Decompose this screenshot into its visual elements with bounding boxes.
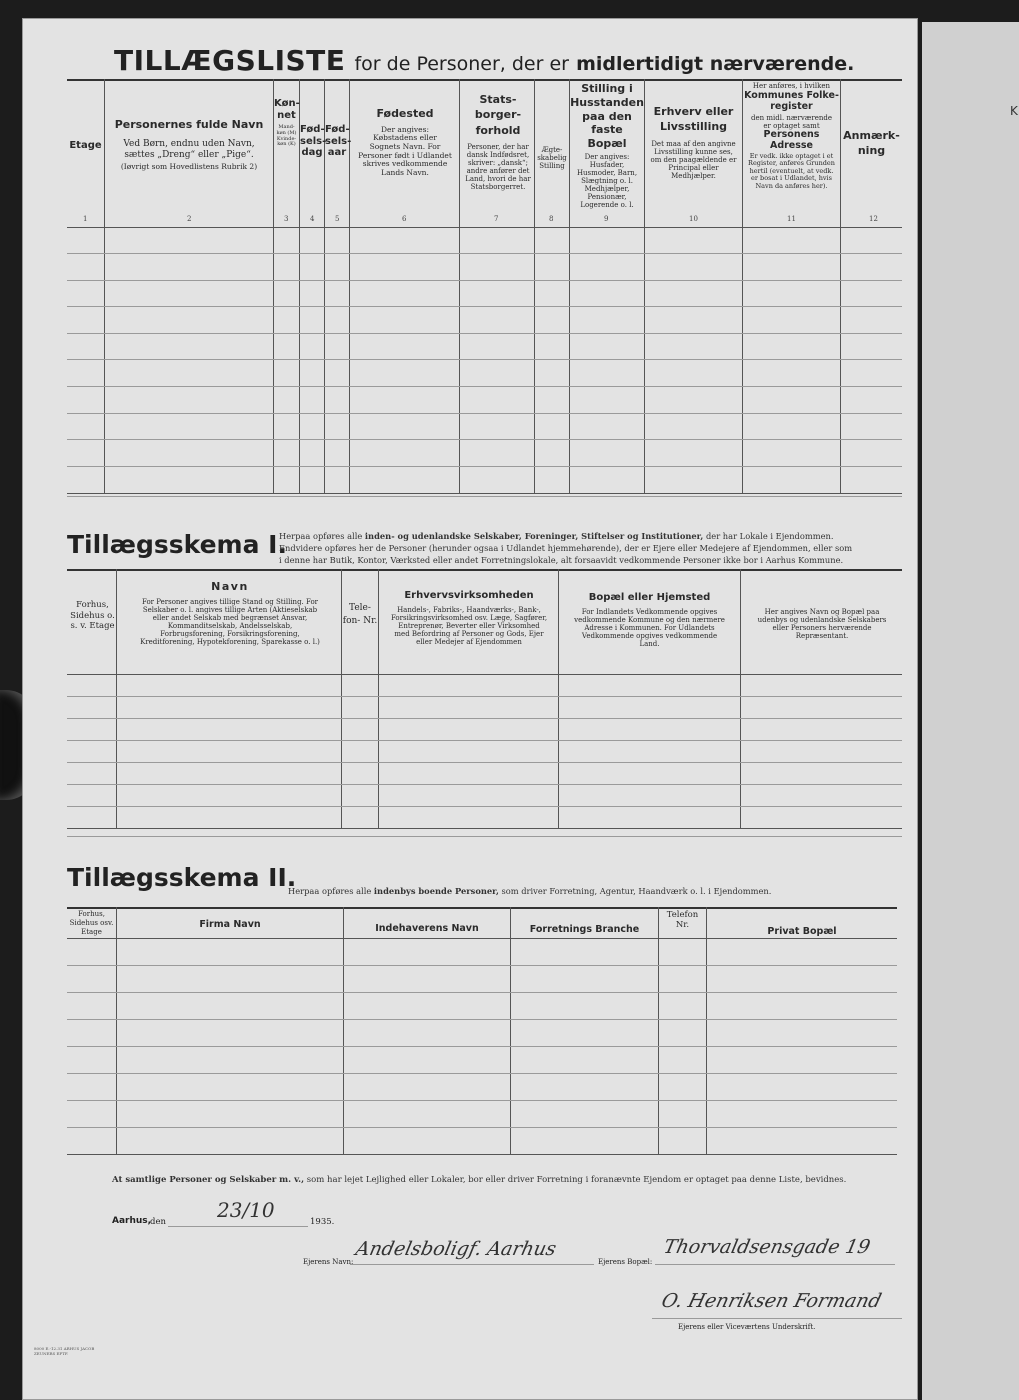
- col-adresse-note: Er vedk. ikke optaget i et Register, anføres Grunden hertil (eventuelt, at vedk. er bosat i Udlandet, hvis Navn da anføres her).: [748, 151, 835, 190]
- s2-col-forhus-header: Forhus, Sidehus osv. Etage: [69, 910, 114, 936]
- ejer-bopael-handwritten: Thorvaldsensgade 19: [661, 1236, 873, 1258]
- col-number: 6: [402, 215, 407, 223]
- title-rest: for de Personer, der er: [354, 53, 569, 75]
- col-stilling-header: Stilling i Husstanden paa den faste Bopæl: [570, 82, 644, 150]
- signature-handwritten: O. Henriksen Formand: [659, 1290, 884, 1312]
- col-stats-header: Stats- borger- forhold: [474, 93, 522, 137]
- adjacent-page-mark: K: [1010, 104, 1018, 118]
- col-kommune-head: Her anføres, i hvilken: [752, 82, 831, 90]
- col-adresse-header: Personens Adresse: [763, 128, 820, 151]
- col-foedselsdag-header: Fød- sels- dag: [300, 124, 327, 158]
- col-aegte-header: Ægte- skabelig Stilling: [537, 146, 567, 171]
- schema2-intro-a: Herpaa opføres alle: [288, 886, 372, 896]
- schema1-intro-line3: i denne har Butik, Kontor, Værksted eller andet Forretningslokale, alt forsaavidt vedkommende Personer ikke bor i Aarhus Kommune.: [279, 555, 844, 566]
- col-number: 7: [494, 215, 499, 223]
- year-label: 1935.: [310, 1217, 335, 1227]
- s1-col-erhverv-note: Handels-, Fabriks-, Haandværks-, Bank-, Forsikringsvirksomhed osv. Læge, Sagfører, Entreprenør, Beverter eller Virksomhed med Befordring af Personer og Gods, Ejer eller Medejer af Ejendommen: [390, 605, 548, 646]
- schema1-intro: [279, 530, 903, 566]
- s1-col-navn-note: For Personer angives tillige Stand og Stilling. For Selskaber o. l. angives tillige Arten (Aktieselskab eller andet Selskab med begrænset Ansvar, Kommanditselskab, Andelsselskab, Forbrugsforening, Forsikringsforening, Kreditforening, Hypotekforening, Sparekasse o. l.): [140, 597, 320, 646]
- col-stilling-note: Der angives: Husfader, Husmoder, Barn, Slægtning o. l. Medhjælper, Pensionær, Logerende o. l.: [576, 152, 638, 210]
- s1-col-navn-header: Navn: [211, 580, 249, 593]
- col-anm-header: Anmærk- ning: [843, 129, 900, 158]
- s1-col-bopael-header: Bopæl eller Hjemsted: [588, 592, 711, 603]
- col-number: 5: [335, 215, 340, 223]
- schema1-intro-b: inden- og udenlandske Selskaber, Foreninger, Stiftelser og Institutioner,: [364, 531, 704, 541]
- col-number: 8: [549, 215, 554, 223]
- col-foedested-note: Der angives: Købstadens eller Sognets Navn. For Personer født i Udlandet skrives vedkommende Lands Navn.: [358, 124, 452, 177]
- underskrift-label: Ejerens eller Viceværtens Underskrift.: [678, 1323, 816, 1331]
- col-number: 1: [83, 215, 88, 223]
- col-erhverv-header: Erhverv eller Livsstilling: [653, 105, 734, 134]
- col-navn-note2: (Iøvrigt som Hovedlistens Rubrik 2): [120, 162, 258, 172]
- ejer-navn-label: Ejerens Navn:: [303, 1258, 354, 1266]
- adjacent-page-edge: [922, 22, 1019, 1400]
- s2-col-telefon-header: Telefon Nr.: [666, 910, 699, 930]
- printer-imprint: 8000 E.-12.31 ARHUS JACOB ZEUNERS EFTF.: [34, 1346, 95, 1357]
- col-number: 4: [310, 215, 315, 223]
- s2-col-privat-header: Privat Bopæl: [767, 926, 837, 937]
- schema1-intro-line2: Endvidere opføres her de Personer (herunder ogsaa i Udlandet hjemmehørende), der er Ejere eller Medejere af Ejendommen, eller som: [279, 543, 853, 554]
- col-koen-note: Mand- køn (M) Kvinde- køn (K): [276, 124, 297, 148]
- col-erhverv-note: Det maa af den angivne Livsstilling kunne ses, om den paagældende er Principal eller Medhjælper.: [650, 139, 737, 180]
- col-navn-header: Personernes fulde Navn: [114, 118, 264, 131]
- s2-col-firma-header: Firma Navn: [199, 919, 261, 930]
- s1-col-bopael-note: For Indlandets Vedkommende opgives vedkommende Kommune og den nærmere Adresse i Kommunen. For Udlandets Vedkommende opgives vedkommende Land.: [574, 607, 725, 648]
- schema2-title: Tillægsskema II.: [67, 863, 297, 892]
- s2-col-branche-header: Forretnings Branche: [529, 924, 640, 935]
- schema2-intro: [288, 886, 771, 896]
- schema1-intro-c: der har Lokale i Ejendommen.: [705, 531, 834, 541]
- col-koen-header: Køn- net: [274, 98, 300, 121]
- col-kommune-note: den midl. nærværende er optaget samt: [751, 113, 832, 130]
- col-foedested-header: Fødested: [376, 107, 434, 120]
- ejer-bopael-label: Ejerens Bopæl:: [598, 1258, 653, 1266]
- den-label: den: [150, 1217, 166, 1227]
- date-handwritten: 23/10: [217, 1198, 275, 1222]
- title-word: TILLÆGSLISTE: [114, 44, 346, 77]
- col-etage-header: Etage: [69, 140, 102, 151]
- s1-col-erhverv-header: Erhvervsvirksomheden: [404, 590, 534, 601]
- statement-b: som har lejet Lejlighed eller Lokaler, bor eller driver Forretning i foranævnte Ejendom er optaget paa denne Liste, bevidnes.: [306, 1175, 847, 1185]
- col-stats-note: Personer, der har dansk Indfødsret, skriver: „dansk“; andre anfører det Land, hvori de har Statsborgerret.: [465, 143, 531, 192]
- s1-col-forhus-header: Forhus, Sidehus o. s. v. Etage: [70, 600, 115, 632]
- col-kommune-header: Kommunes Folke- register: [744, 90, 839, 113]
- col-number: 10: [689, 215, 698, 223]
- s1-col-telefon-header: Tele- fon- Nr.: [342, 603, 378, 626]
- city-label: Aarhus,: [112, 1216, 152, 1226]
- title-emph: midlertidigt nærværende.: [576, 53, 855, 75]
- col-foedselsaar-header: Fød- sels- aar: [325, 124, 352, 158]
- col-navn-note: Ved Børn, endnu uden Navn, sættes „Dreng“ eller „Pige“.: [123, 139, 255, 160]
- schema2-intro-c: som driver Forretning, Agentur, Haandværk o. l. i Ejendommen.: [501, 886, 772, 896]
- schema2-intro-b: indenbys boende Personer,: [373, 886, 499, 896]
- s1-col-repr-header: Her angives Navn og Bopæl paa udenbys og udenlandske Selskabers eller Personers herværende Repræsentant.: [757, 608, 887, 641]
- col-number: 3: [284, 215, 289, 223]
- s2-col-indehaver-header: Indehaverens Navn: [375, 923, 479, 934]
- attestation-statement: [112, 1175, 846, 1185]
- col-number: 9: [604, 215, 609, 223]
- statement-a: At samtlige Personer og Selskaber m. v.,: [112, 1175, 305, 1185]
- ejer-navn-handwritten: Andelsboligf. Aarhus: [353, 1238, 559, 1260]
- schema1-title: Tillægsskema I.: [67, 530, 287, 559]
- col-number: 12: [869, 215, 878, 223]
- col-number: 11: [787, 215, 796, 223]
- col-number: 2: [187, 215, 192, 223]
- form-title: [114, 44, 854, 77]
- schema1-intro-a: Herpaa opføres alle: [279, 531, 363, 541]
- form-sheet: [22, 18, 918, 1400]
